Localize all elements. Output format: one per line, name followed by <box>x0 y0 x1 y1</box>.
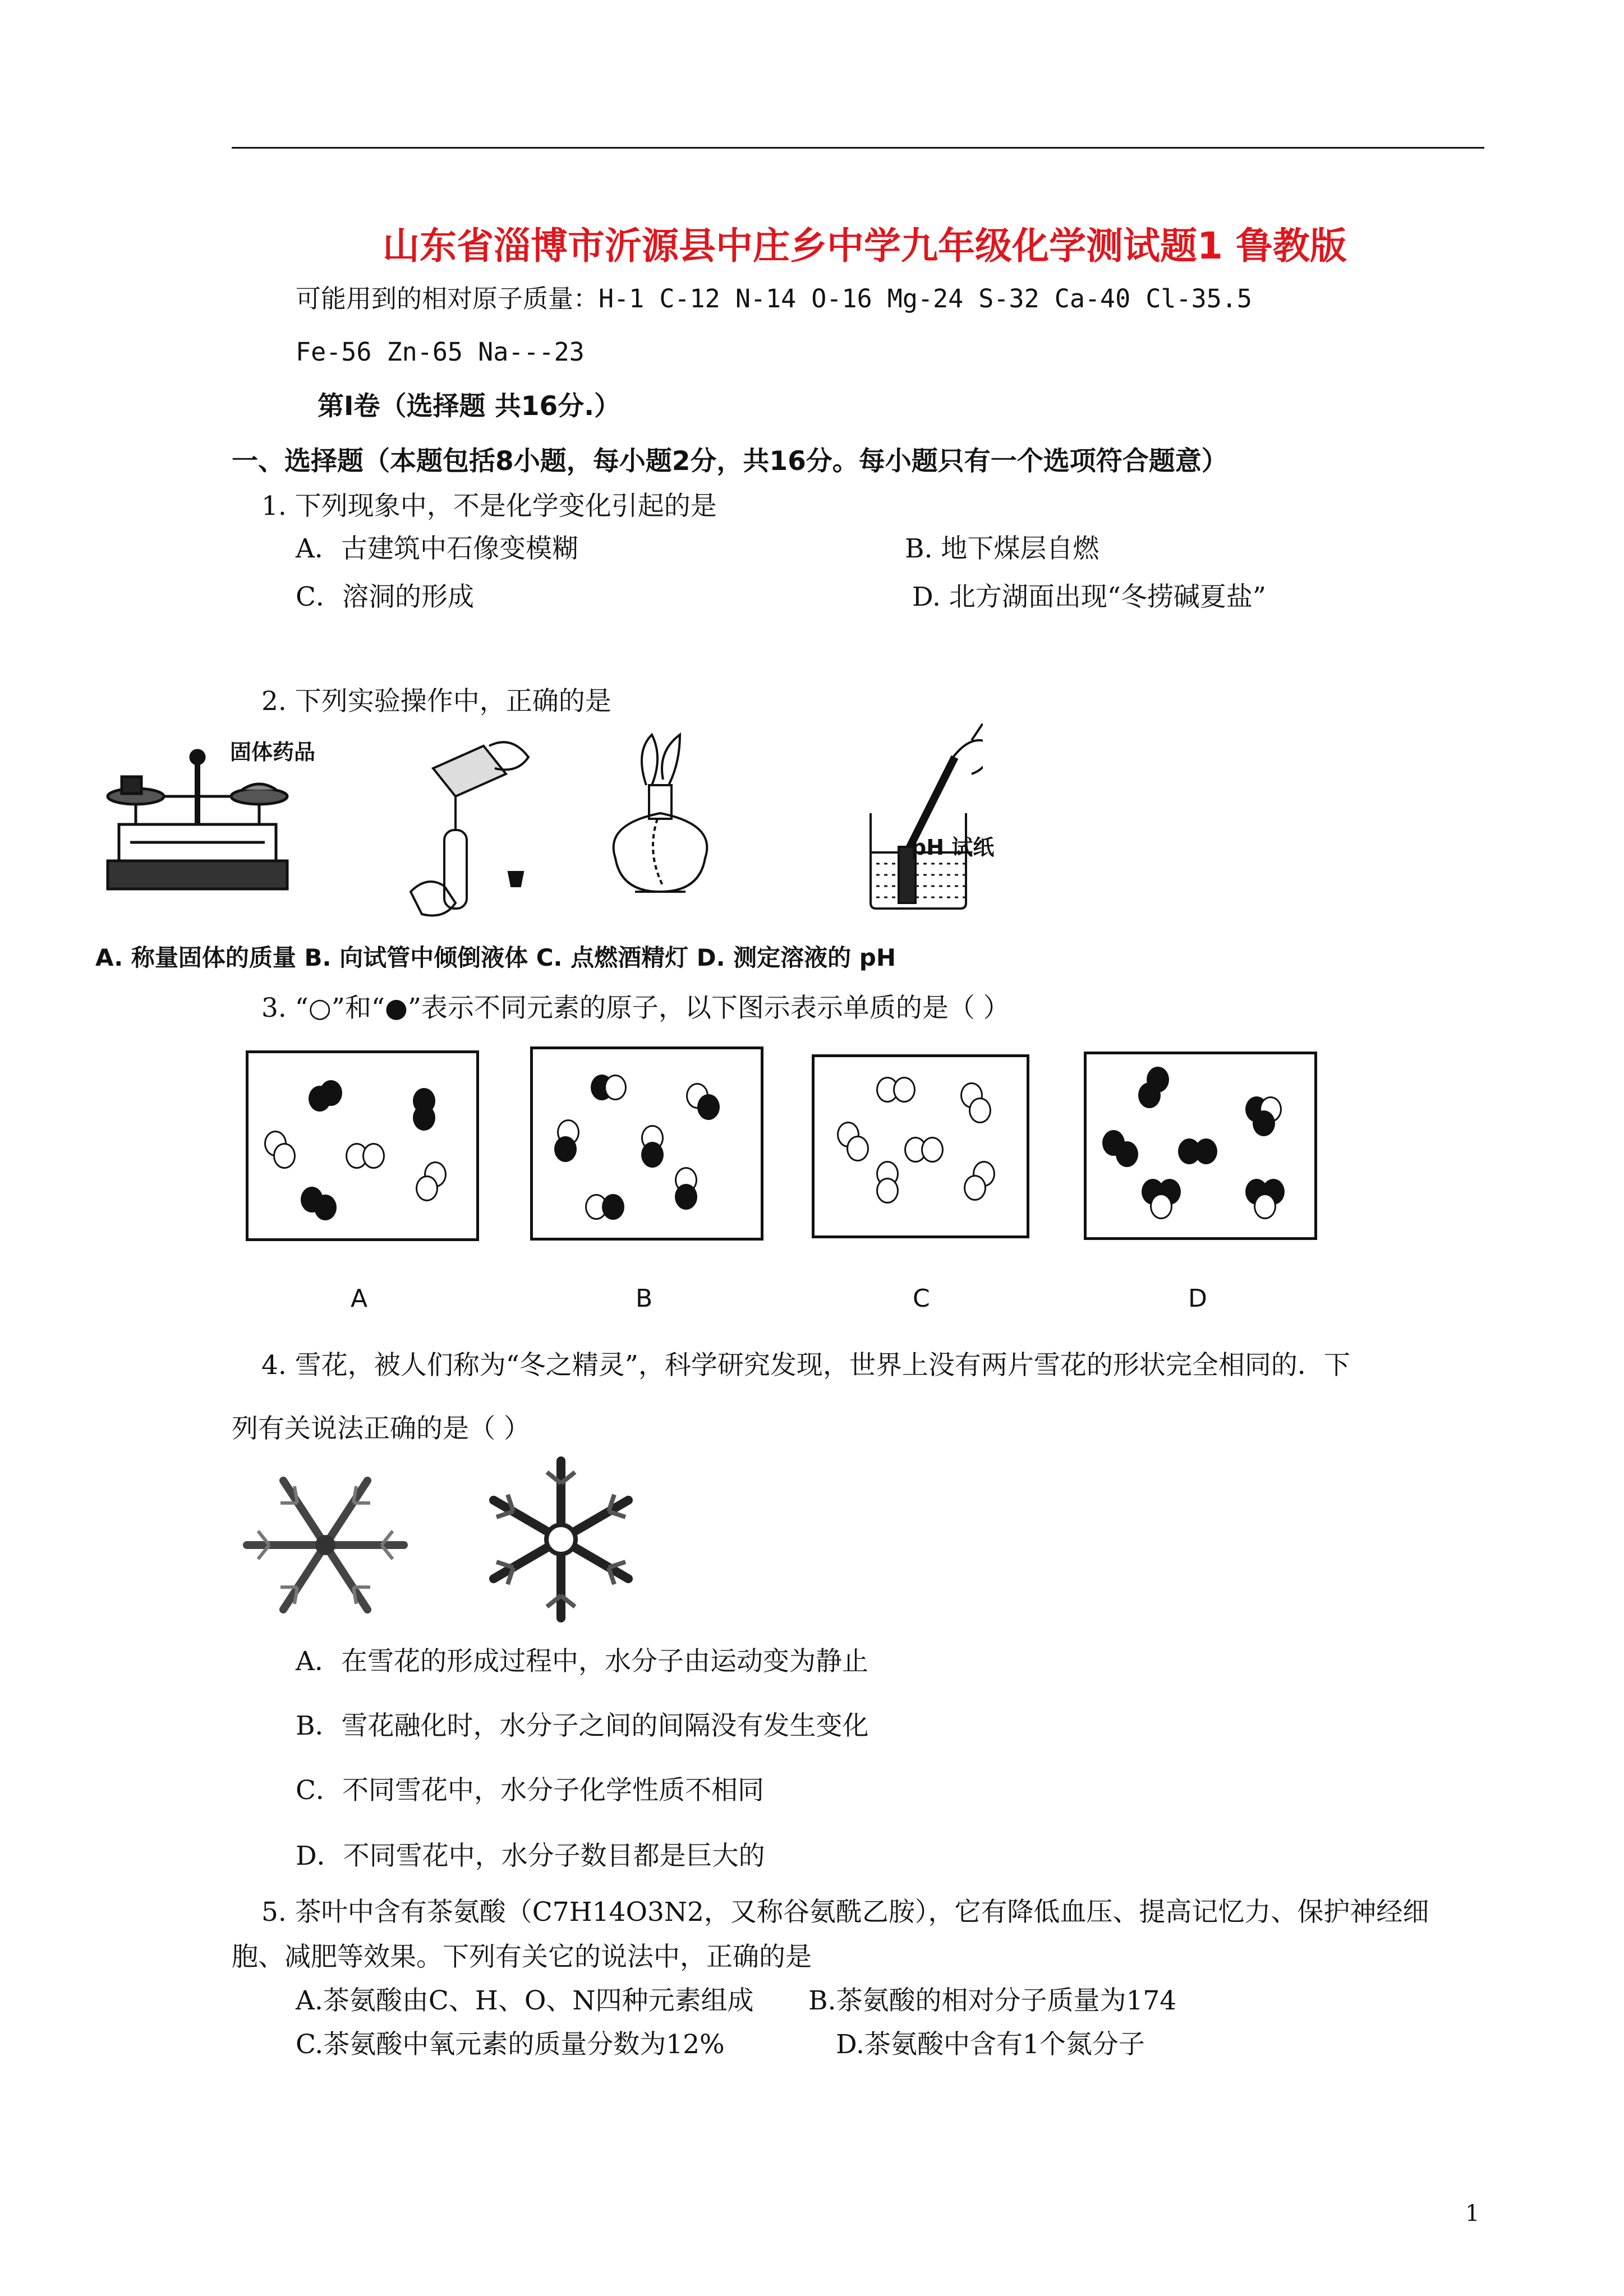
q5-stem-line1: 5. 茶叶中含有茶氨酸（C7H14O3N2，又称谷氨酰乙胺），它有降低血压、提高记忆力、保护神经细 <box>261 1897 1429 1928</box>
q4-option-d: D．不同雪花中，水分子数目都是巨大的 <box>296 1841 765 1871</box>
page-title: 山东省淄博市沂源县中庄乡中学九年级化学测试题1 鲁教版 <box>383 224 1347 268</box>
molecule-box-b[interactable] <box>530 1046 763 1241</box>
molecule-box-a[interactable] <box>246 1050 479 1241</box>
molecule-box-d[interactable] <box>1084 1052 1317 1240</box>
label-ph-paper: pH 试纸 <box>911 835 995 860</box>
q5-option-b: B.茶氨酸的相对分子质量为174 <box>808 1985 1177 2016</box>
q5-stem-line2: 胞、减肥等效果。下列有关它的说法中，正确的是 <box>232 1942 812 1972</box>
q4-option-a: A．在雪花的形成过程中，水分子由运动变为静止 <box>296 1646 868 1677</box>
q3-label-d: D <box>1188 1284 1207 1313</box>
q1-option-d: D. 北方湖面出现“冬捞碱夏盐” <box>912 582 1266 612</box>
q4-option-b: B．雪花融化时，水分子之间的间隔没有发生变化 <box>296 1711 869 1741</box>
q2-captions: A. 称量固体的质量 B. 向试管中倾倒液体 C. 点燃酒精灯 D. 测定溶液的 pH <box>95 944 896 971</box>
pouring-test-tube-icon <box>411 742 528 915</box>
q5-option-d: D.茶氨酸中含有1个氮分子 <box>836 2029 1145 2060</box>
q1-option-c: C．溶洞的形成 <box>296 582 474 612</box>
ph-test-icon <box>871 723 983 909</box>
q4-stem-line1: 4. 雪花，被人们称为“冬之精灵”，科学研究发现，世界上没有两片雪花的形状完全相同的．下 <box>261 1350 1350 1381</box>
q5-option-a: A.茶氨酸由C、H、O、N四种元素组成 <box>296 1985 754 2016</box>
atomic-masses-line2: Fe-56 Zn-65 Na---23 <box>296 337 585 367</box>
label-solid-reagent: 固体药品 <box>230 740 316 764</box>
q1-option-a: A．古建筑中石像变模糊 <box>296 533 578 564</box>
snowflake-1-icon <box>236 1461 415 1629</box>
q3-label-a: A <box>351 1284 368 1313</box>
section-one-heading: 一、选择题（本题包括8小题，每小题2分，共16分。每小题只有一个选项符合题意） <box>232 446 1228 477</box>
lab-operations-illustration <box>96 723 983 965</box>
page-number: 1 <box>1465 2201 1480 2226</box>
q2-figures <box>96 723 983 965</box>
atomic-masses-line1: 可能用到的相对原子质量：H-1 C-12 N-14 O-16 Mg-24 S-32 Ca-40 Cl-35.5 <box>296 284 1252 313</box>
snowflake-2-icon <box>480 1450 642 1629</box>
q3-label-b: B <box>636 1284 653 1313</box>
header-rule <box>232 147 1484 149</box>
q5-option-c: C.茶氨酸中氧元素的质量分数为12% <box>296 2029 725 2060</box>
q4-option-c: C．不同雪花中，水分子化学性质不相同 <box>296 1775 764 1806</box>
q1-stem: 1. 下列现象中，不是化学变化引起的是 <box>261 491 717 522</box>
molecule-box-c[interactable] <box>812 1054 1029 1238</box>
balance-icon <box>108 750 287 889</box>
q1-option-b: B. 地下煤层自燃 <box>905 533 1099 564</box>
q3-stem: 3. “○”和“●”表示不同元素的原子，以下图示表示单质的是（ ） <box>261 993 1010 1023</box>
q4-stem-line2: 列有关说法正确的是（ ） <box>232 1413 530 1444</box>
q2-stem: 2. 下列实验操作中，正确的是 <box>261 686 611 717</box>
volume-header: 第Ⅰ卷（选择题 共16分.） <box>318 391 621 422</box>
alcohol-lamp-icon <box>614 735 707 892</box>
q3-label-c: C <box>913 1284 930 1313</box>
